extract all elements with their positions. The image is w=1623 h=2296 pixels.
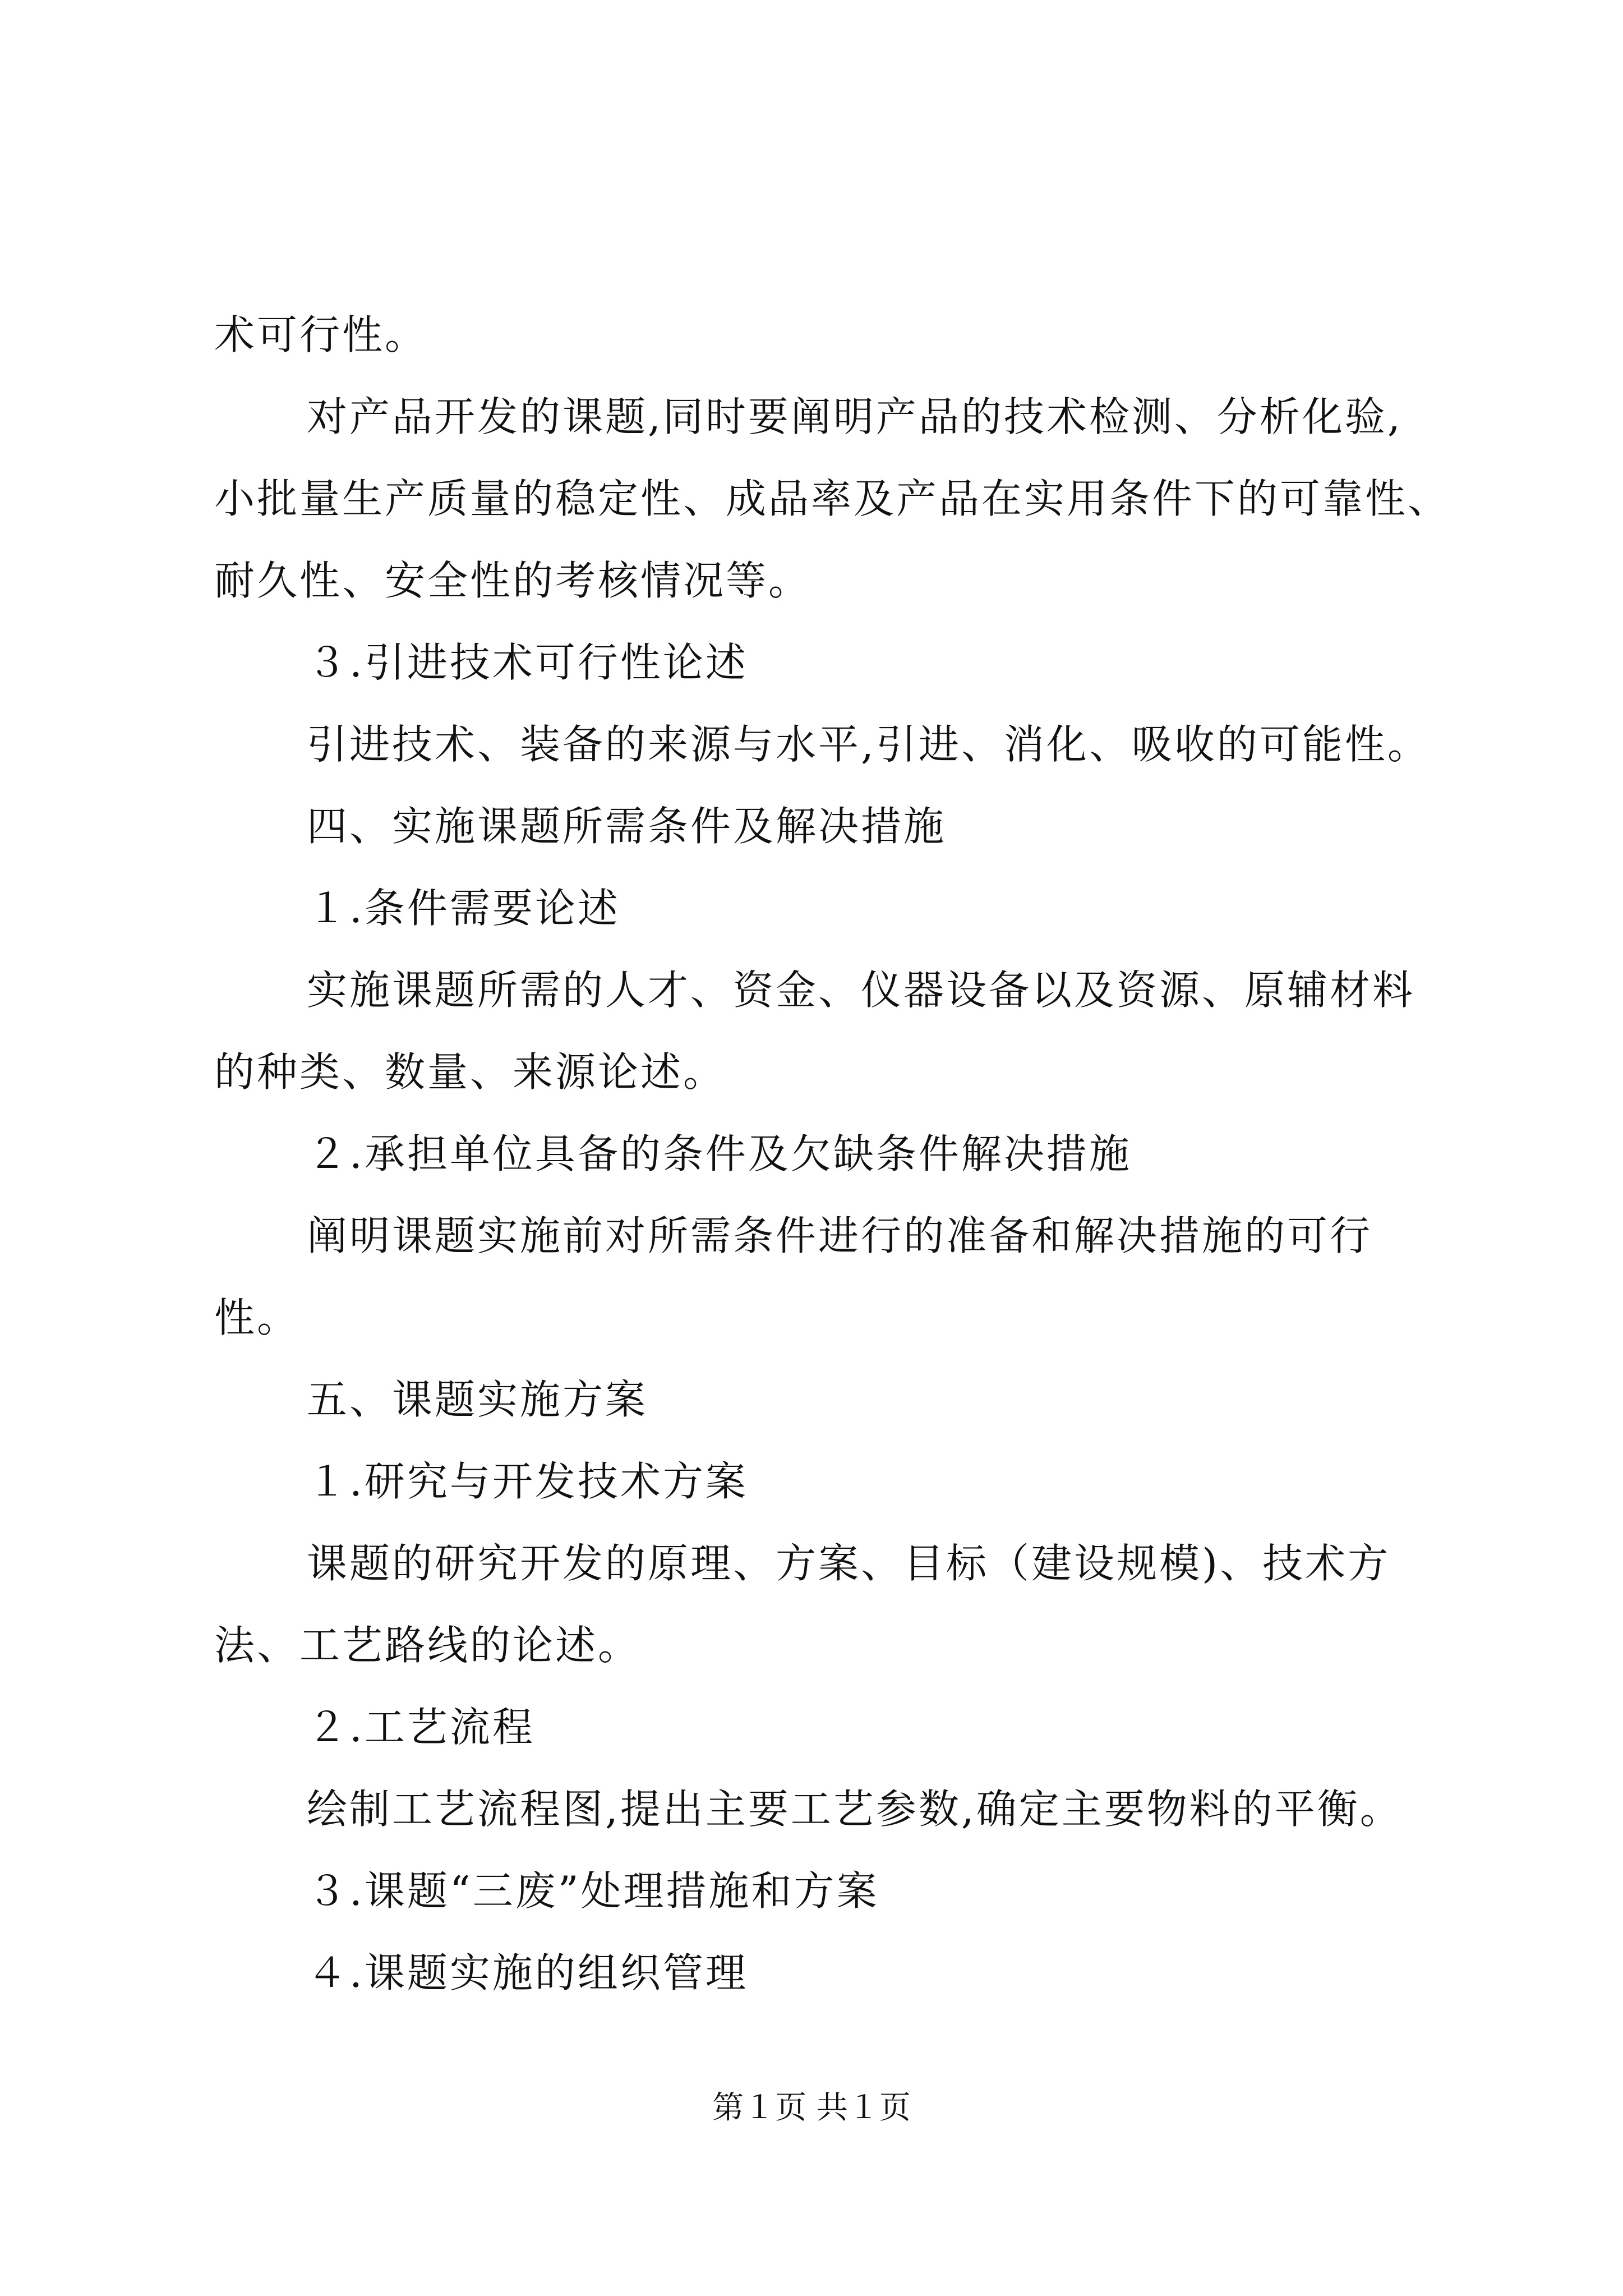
paragraph-line: 引进技术、装备的来源与水平,引进、消化、吸收的可能性。	[307, 721, 1430, 768]
section-heading: ４.课题实施的组织管理	[307, 1949, 748, 1996]
paragraph-line: 绘制工艺流程图,提出主要工艺参数,确定主要物料的平衡。	[307, 1786, 1403, 1833]
section-heading: １.研究与开发技术方案	[307, 1458, 748, 1505]
section-heading: ２.工艺流程	[307, 1704, 535, 1751]
section-heading: ３.课题“三废”处理措施和方案	[307, 1867, 879, 1915]
section-heading: ２.承担单位具备的条件及欠缺条件解决措施	[307, 1130, 1132, 1177]
section-heading: １.条件需要论述	[307, 885, 620, 932]
page-footer: 第１页 共１页	[712, 2090, 911, 2126]
paragraph-line: 小批量生产质量的稳定性、成品率及产品在实用条件下的可靠性、	[214, 475, 1451, 522]
chapter-heading: 五、课题实施方案	[307, 1376, 648, 1423]
chapter-heading: 四、实施课题所需条件及解决措施	[307, 803, 947, 850]
paragraph-line: 阐明课题实施前对所需条件进行的准备和解决措施的可行	[307, 1212, 1373, 1259]
paragraph-line: 法、工艺路线的论述。	[214, 1622, 641, 1669]
paragraph-line: 课题的研究开发的原理、方案、目标（建设规模)、技术方	[307, 1540, 1391, 1587]
paragraph-line: 耐久性、安全性的考核情况等。	[214, 557, 811, 604]
paragraph-line: 的种类、数量、来源论述。	[214, 1048, 726, 1096]
paragraph-line: 实施课题所需的人才、资金、仪器设备以及资源、原辅材料	[307, 967, 1415, 1014]
paragraph-line: 对产品开发的课题,同时要阐明产品的技术检测、分析化验,	[307, 393, 1403, 440]
section-heading: ３.引进技术可行性论述	[307, 639, 748, 686]
paragraph-line: 性。	[214, 1294, 300, 1341]
paragraph-line: 术可行性。	[214, 311, 428, 358]
